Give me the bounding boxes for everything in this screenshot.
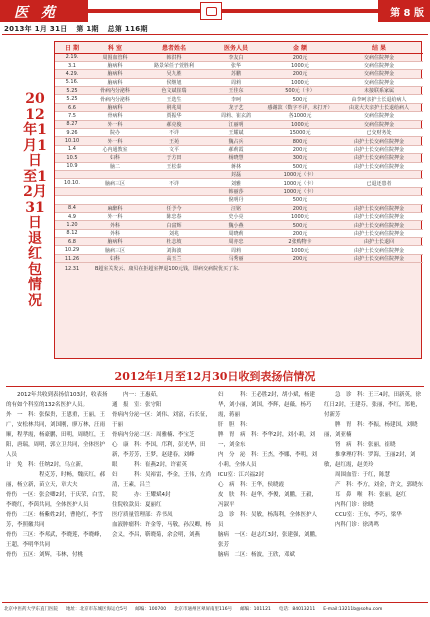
- table-cell: 周莉: [207, 246, 265, 254]
- table-cell: 刘雅: [207, 179, 265, 187]
- column-4: [324, 390, 424, 600]
- table-cell: 色文斌崔瑞: [141, 87, 207, 95]
- table-row: [55, 196, 423, 204]
- table-cell: 1000元（卡）: [265, 187, 335, 195]
- table-cell: 骨病内分泌科: [89, 87, 141, 95]
- table-cell: 2张购物卡: [265, 238, 335, 246]
- table-cell: 3.1: [55, 61, 89, 69]
- vertical-section-title: 2012年1月1日至12月31日退红包情况: [23, 91, 47, 309]
- table-cell: 1000元（卡）: [265, 170, 335, 178]
- footer-item: 地址：北京市东城区海运仓5号: [66, 607, 128, 612]
- masthead-rule: [2, 34, 428, 35]
- table-cell: 9.26: [55, 129, 89, 137]
- table-cell: [335, 170, 423, 178]
- table-cell: 脑病科: [89, 70, 141, 78]
- table-cell: 由护士长交病住院押金: [335, 162, 423, 170]
- table-cell: 10.9: [55, 162, 89, 170]
- table-cell: 4.29.: [55, 70, 89, 78]
- table-cell: 侯继旭: [141, 78, 207, 86]
- table-cell: 7.5: [55, 112, 89, 120]
- table-cell: 交病住院押金: [335, 61, 423, 69]
- table-cell: 不详: [141, 129, 207, 137]
- table-cell: 贾振华: [141, 112, 207, 120]
- table-row: [55, 103, 423, 111]
- table-cell: 8.12: [55, 229, 89, 237]
- table-cell: 交病住院押金: [335, 78, 423, 86]
- table-row: [55, 162, 423, 170]
- table-row: [55, 78, 423, 86]
- table-cell: 外科: [89, 221, 141, 229]
- table-cell: 6.6: [55, 103, 89, 111]
- table-cell: 200元: [265, 204, 335, 212]
- table-cell: 妇科: [89, 254, 141, 262]
- praise-paragraph: 眼 科：崔燕2封，许霍英: [112, 462, 188, 468]
- footer-item: 电话：84013211: [278, 607, 316, 612]
- praise-paragraph: 血液肿瘤科：许金等，马敬，孙汉卿，杨会义，李昌，靳晓菊，余会明，刘燕: [112, 522, 212, 538]
- issue-line: [4, 24, 154, 34]
- praise-letters-heading: 2012年1月至12月30日收到表扬信情况: [114, 370, 316, 383]
- table-cell: 江丽明: [207, 120, 265, 128]
- table-row: [55, 87, 423, 95]
- table-cell: 外科: [89, 229, 141, 237]
- table-cell: 刘海波: [141, 246, 207, 254]
- table-row: [55, 112, 423, 120]
- table-cell: 交病住院押金: [335, 53, 423, 61]
- table-cell: [89, 170, 141, 178]
- table-cell: 感谢款（数字不详，未打开）: [265, 103, 335, 111]
- table-cell: 荆兆周: [141, 103, 207, 111]
- table-cell: 由护士长交病住院押金: [335, 229, 423, 237]
- table-cell: [141, 170, 207, 178]
- table-cell: 由护士长交病住院押金: [335, 145, 423, 153]
- table-row: [55, 254, 423, 262]
- praise-paragraph: 住院收款员：夏丽红: [112, 502, 162, 508]
- praise-paragraph: 妇 科：王必胜2封，胡小斌，杨建华，刘小丽，刘国，李辉，赵薇，杨巧霞，蒋丽: [218, 392, 316, 418]
- table-cell: 10.10: [55, 137, 89, 145]
- table-cell: 脑病三区: [89, 246, 141, 254]
- footer-rule: [2, 602, 428, 603]
- table-cell: 汪铭: [207, 204, 265, 212]
- table-cell: 300元: [265, 154, 335, 162]
- table-row: [55, 145, 423, 153]
- table-cell: 由龙大夫亲护士长退给病人: [335, 103, 423, 111]
- table-row: [55, 187, 423, 195]
- table-cell: 李友白: [207, 53, 265, 61]
- table-cell: [141, 196, 207, 204]
- table-cell: 已退还患者: [335, 179, 423, 187]
- table-cell: 史小亮: [207, 212, 265, 220]
- table-cell: [335, 187, 423, 195]
- table-cell: [89, 196, 141, 204]
- table-cell: 10.29: [55, 246, 89, 254]
- table-cell: 外一科: [89, 212, 141, 220]
- column-2: [112, 390, 216, 600]
- table-cell: 李呵: [207, 95, 265, 103]
- table-cell: 周围血管科: [89, 53, 141, 61]
- table-cell: 韩丽莎: [207, 187, 265, 195]
- table-cell: 脑病科: [89, 103, 141, 111]
- table-cell: 刘兆: [141, 229, 207, 237]
- praise-paragraph: 脾 胃 科：李振，杨建国，刘晓丽，刘亚楠: [324, 422, 418, 438]
- footnote-date: 12.31: [64, 265, 80, 272]
- table-cell: 周莉、崔玄鸽: [207, 112, 265, 120]
- praise-paragraph: 骨伤 三区：李邦武，李晓莲，李晓峰，王超，李明华共同: [6, 532, 106, 548]
- table-cell: 已交财务处: [335, 129, 423, 137]
- masthead-band: [88, 9, 378, 13]
- table-cell: 外一科: [89, 137, 141, 145]
- table-cell: 马秀丽: [207, 254, 265, 262]
- table-cell: 倪明丹: [207, 196, 265, 204]
- table-cell: 由护士长交病住院押金: [335, 137, 423, 145]
- header-department: 科 室: [89, 42, 141, 53]
- table-cell: 500元: [265, 196, 335, 204]
- table-cell: 未接联系家属: [335, 87, 423, 95]
- issue-total: 总第 116期: [107, 25, 148, 33]
- table-row: [55, 95, 423, 103]
- table-cell: 200元: [265, 145, 335, 153]
- table-row: [55, 204, 423, 212]
- section-rule: [6, 386, 424, 387]
- header-amount: 金 额: [265, 42, 335, 53]
- table-cell: 陈忠春: [141, 212, 207, 220]
- table-cell: 1000元: [265, 120, 335, 128]
- table-row: [55, 221, 423, 229]
- table-cell: 周晓莉: [207, 229, 265, 237]
- table-cell: 脑二: [89, 162, 141, 170]
- praise-paragraph: 心 康 科：李国，邝利，彭光华，田新，李芳芳，王梦，赵建春，刘峰: [112, 442, 206, 458]
- table-cell: 不详: [141, 179, 207, 187]
- table-cell: 8.4: [55, 204, 89, 212]
- table-cell: 1.20: [55, 221, 89, 229]
- table-row: [55, 229, 423, 237]
- table-cell: 王耀斌: [207, 129, 265, 137]
- table-cell: 周亦忠: [207, 238, 265, 246]
- footer: [4, 606, 426, 612]
- table-cell: 麻醉科: [89, 204, 141, 212]
- praise-paragraph: CCU室：王东，李巧，梁华: [324, 512, 402, 518]
- praise-paragraph: 皮 肤 科：赵华，李俊，刘鹏，王毅，冯淑平: [218, 492, 318, 508]
- table-cell: 脑病三区: [89, 179, 141, 187]
- table-cell: 各1000元: [265, 112, 335, 120]
- table-cell: 魏小燕: [207, 221, 265, 229]
- table-cell: 500元（卡）: [265, 87, 335, 95]
- table-cell: 龙子艺: [207, 103, 265, 111]
- praise-paragraph: 内一：王惠茹，: [112, 392, 162, 398]
- page-number: 第 8 版: [390, 8, 424, 19]
- header-staff: 医务人员: [207, 42, 265, 53]
- table-cell: 200元: [265, 254, 335, 262]
- praise-paragraph: 院 办：王耀斌4封: [112, 492, 171, 498]
- table-cell: 交病住院押金: [335, 120, 423, 128]
- footer-item: 北京市通州区翠屏南里116号: [174, 607, 233, 612]
- table-cell: 骨病科: [89, 112, 141, 120]
- table-cell: 5.25: [55, 87, 89, 95]
- table-cell: 杜志坡: [141, 238, 207, 246]
- table-cell: 韩洪得: [141, 53, 207, 61]
- footer-item: 邮编：101121: [240, 607, 271, 612]
- footer-item: 邮编：100700: [135, 607, 167, 612]
- table-cell: 任予今: [141, 204, 207, 212]
- table-cell: 5.16.: [55, 78, 89, 86]
- praise-letters-columns: [6, 390, 424, 600]
- praise-paragraph: 骨伤 二区：杨紫姓2封，曹艳红，李雪芳，李照徽共同: [6, 512, 104, 528]
- table-cell: [89, 187, 141, 195]
- table-cell: 8.27: [55, 120, 89, 128]
- table-footnote-row: [55, 263, 423, 274]
- table-cell: 200元: [265, 229, 335, 237]
- praise-paragraph: 推拿理疗科：罗海，王丽2封，刘敏，赵红霞，赵美玲: [324, 452, 416, 468]
- table-cell: 由护士长退回: [335, 238, 423, 246]
- praise-paragraph: 急 诊 科：吴敏，杨海利，全体医护人员: [218, 512, 318, 528]
- table-cell: 由护士长交病住院押金: [335, 254, 423, 262]
- table-header-row: [55, 42, 423, 53]
- issue-date: 2013年 1月 31日: [4, 25, 68, 33]
- praise-paragraph: 医疗质量管理部：乔书凤: [112, 512, 173, 518]
- footnote-text: B超室关发云、康贝在拒超室押退100元钱，即病交病院优买了东.: [95, 266, 240, 273]
- table-cell: 王选生: [141, 95, 207, 103]
- table-cell: 15000元: [265, 129, 335, 137]
- table-cell: 杨晓慧: [207, 154, 265, 162]
- table-cell: 脑病科: [89, 238, 141, 246]
- table-cell: [55, 196, 89, 204]
- table-cell: 1000元: [265, 61, 335, 69]
- praise-paragraph: 急 诊 科：王三4封，田新英，徐红日2封，王建芬，张丽，李红，郑艳，付新芳: [324, 392, 422, 418]
- table-cell: [335, 196, 423, 204]
- table-row: [55, 246, 423, 254]
- table-cell: 妇科: [89, 154, 141, 162]
- column-3: [218, 390, 322, 600]
- praise-paragraph: 骨伤 一区：张会卿2封，于庆荣，白雪，李晓红，李茵共同，全体医护人员: [6, 492, 109, 508]
- header-result: 结 果: [335, 42, 423, 53]
- table-cell: 1000元: [265, 212, 335, 220]
- praise-paragraph: 内科门诊：徐鸿鸣: [324, 522, 380, 528]
- masthead-right-band: [378, 0, 430, 22]
- praise-paragraph: 2012年共收到表扬信103封，收表扬的有如个科室的132名医护人员。: [6, 392, 108, 408]
- table-row: [55, 70, 423, 78]
- masthead: [0, 0, 430, 22]
- praise-paragraph: 心 病 科：王华，侯晓霞: [218, 482, 285, 488]
- table-row: [55, 212, 423, 220]
- table-cell: 外一科: [89, 120, 141, 128]
- red-envelope-table: [55, 42, 423, 274]
- table-cell: 200元: [265, 70, 335, 78]
- table-cell: 高玉兰: [141, 254, 207, 262]
- table-cell: 1000元: [265, 246, 335, 254]
- table-cell: 交病住院押金: [335, 70, 423, 78]
- red-envelope-table-box: [54, 41, 422, 359]
- praise-paragraph: 肝 胆 科：: [218, 422, 252, 428]
- table-cell: [141, 187, 207, 195]
- table-row: [55, 137, 423, 145]
- header-date: 日 期: [55, 42, 89, 53]
- praise-paragraph: 耳 鼻 喉 科：张丽，赵红: [324, 492, 407, 498]
- table-cell: 由护士长交病住院押金: [335, 221, 423, 229]
- table-row: [55, 120, 423, 128]
- table-cell: 院办: [89, 129, 141, 137]
- praise-paragraph: 内科门诊：徐晓: [324, 502, 374, 508]
- footer-item: 北京中医药大学东直门医院: [4, 607, 58, 612]
- table-cell: 脑病科: [89, 78, 141, 86]
- table-cell: 文平: [141, 145, 207, 153]
- table-cell: 路景荣任子萱胜利: [141, 61, 207, 69]
- praise-paragraph: 脑病 二区：杨波，王欣，邓斌: [218, 552, 296, 558]
- table-cell: 张华: [207, 61, 265, 69]
- table-cell: 王松泰: [141, 162, 207, 170]
- table-cell: 由护士长交病住院押金: [335, 246, 423, 254]
- table-cell: 4.9: [55, 212, 89, 220]
- table-cell: 500元: [265, 221, 335, 229]
- masthead-left-band: [0, 0, 88, 22]
- table-cell: 1000元: [265, 78, 335, 86]
- table-row: [55, 170, 423, 178]
- table-cell: 2.19.: [55, 53, 89, 61]
- praise-paragraph: 脾 胃 病 科：李华2封，刘小莉，刘一，刘金东: [218, 432, 316, 448]
- table-row: [55, 179, 423, 187]
- praise-paragraph: 妇 科：吴裕雷，李金，王伟，左尚清，王素，吕兰: [112, 472, 212, 488]
- table-row: [55, 154, 423, 162]
- table-cell: 1.4: [55, 145, 89, 153]
- table-cell: 吴九胜: [141, 70, 207, 78]
- header-patient: 患者姓名: [141, 42, 207, 53]
- table-cell: 苏鹏: [207, 70, 265, 78]
- table-cell: 郝克俊: [141, 120, 207, 128]
- table-cell: 骨病内分泌科: [89, 95, 141, 103]
- table-cell: 由李呵亲护士长退给病人: [335, 95, 423, 103]
- praise-paragraph: 骨病内分泌一区：刘伟、刘富，石长征，于丽: [112, 412, 212, 428]
- column-1: [6, 390, 110, 600]
- table-cell: 500元: [265, 95, 335, 103]
- table-row: [55, 53, 423, 61]
- issue-number: 第 1期: [76, 25, 99, 33]
- table-cell: 周莉: [207, 78, 265, 86]
- praise-paragraph: 通 报 室：张守阳: [112, 402, 162, 408]
- praise-paragraph: 肾 病 科：张丽，崔晓: [324, 442, 396, 448]
- praise-paragraph: 程克芳，时畅，魏庆红，郝丽，杨立新，苗立天，章大夫: [6, 472, 106, 488]
- table-cell: 10.5: [55, 154, 89, 162]
- table-cell: 由护士长交病住院押金: [335, 212, 423, 220]
- table-cell: 500元: [265, 162, 335, 170]
- table-cell: 心内通教室: [89, 145, 141, 153]
- praise-paragraph: 骨病内分泌二区：周雅楠、李宝芝: [112, 432, 195, 438]
- publication-title: 医 苑: [14, 5, 59, 21]
- praise-paragraph: 内 分 泌 科：王杰，李娜，李明，刘小莉，全体人员: [218, 452, 318, 468]
- table-cell: 由护士长交病住院押金: [335, 154, 423, 162]
- table-cell: 王佳东: [207, 87, 265, 95]
- table-cell: 800元: [265, 137, 335, 145]
- table-cell: 白富辉: [141, 221, 207, 229]
- table-cell: 5.25: [55, 95, 89, 103]
- praise-paragraph: 骨伤 五区：刘辉，韦林，付桃: [6, 552, 84, 558]
- table-body: [55, 53, 423, 263]
- table-cell: 10.10.: [55, 179, 89, 187]
- praise-paragraph: 脑病 一区：赵志红3封，张建强，刘鹏，张芳: [218, 532, 321, 548]
- table-cell: 1000元（卡）: [265, 179, 335, 187]
- table-cell: 由护士长交病住院押金: [335, 204, 423, 212]
- table-cell: 11.26: [55, 254, 89, 262]
- table-cell: [55, 187, 89, 195]
- praise-paragraph: 计 免 科：任纳2封，乌立新，: [6, 462, 87, 468]
- hospital-logo-icon: [200, 2, 222, 20]
- table-cell: 于方田: [141, 154, 207, 162]
- praise-paragraph: 周围血管：于红，陈慧: [324, 472, 391, 478]
- table-cell: 王苑: [141, 137, 207, 145]
- footer-item: E-mail:13211b@sohu.com: [323, 607, 383, 612]
- praise-paragraph: 产 科：李方，刘金，许文，郭晓东: [324, 482, 424, 488]
- table-cell: 脑病科: [89, 61, 141, 69]
- table-row: [55, 61, 423, 69]
- praise-paragraph: 外 一 科：张保贵，王恩重，王丽，王广，安松林共同，刘国刚，廖万林，汪雨顺，程孝霞，杨豪鹏，田明，周晓红，王阳，唐瑞，周明，郭立卫共同，全体医护人员: [6, 412, 106, 458]
- table-cell: [55, 170, 89, 178]
- table-cell: 封磊: [207, 170, 265, 178]
- table-row: [55, 129, 423, 137]
- table-cell: 郝莉霞: [207, 145, 265, 153]
- table-cell: 200元: [265, 53, 335, 61]
- table-cell: 蒋林: [207, 162, 265, 170]
- table-cell: 6.8: [55, 238, 89, 246]
- praise-paragraph: ICU室：江兴福2封: [218, 472, 264, 478]
- table-row: [55, 238, 423, 246]
- table-cell: 交病住院押金: [335, 112, 423, 120]
- table-cell: 魏占兵: [207, 137, 265, 145]
